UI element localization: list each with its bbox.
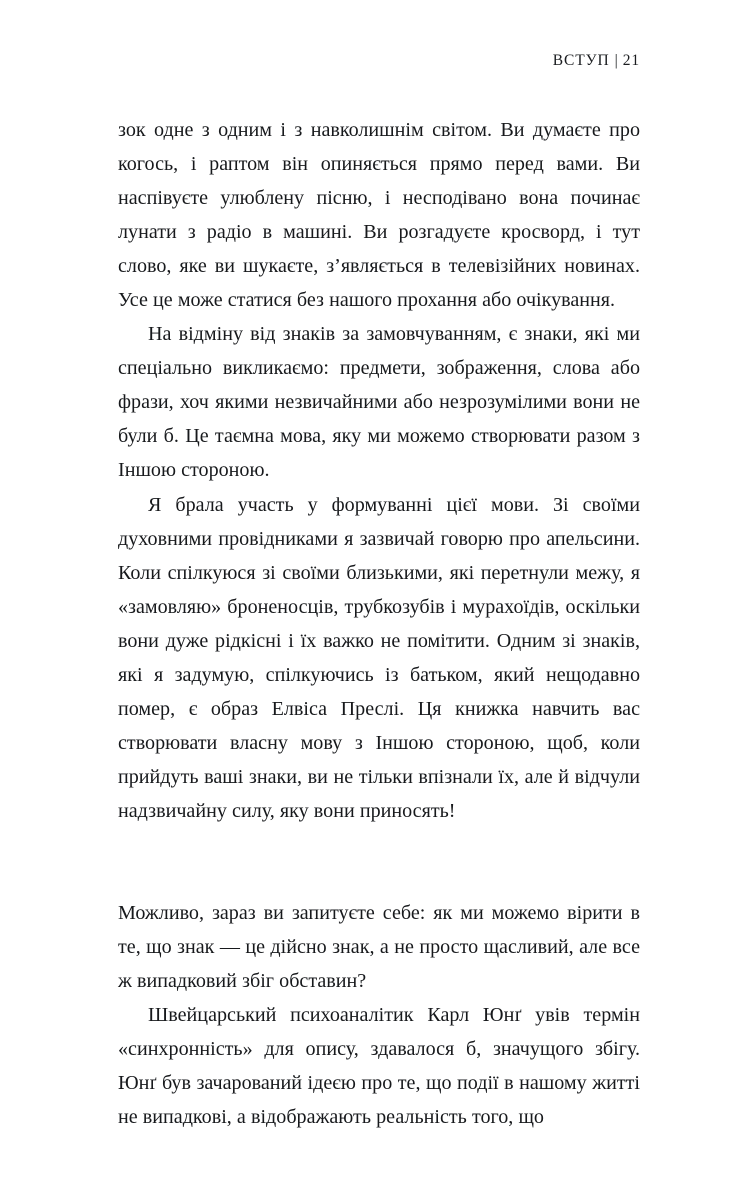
running-head-section-label: ВСТУП [552, 52, 610, 69]
paragraph-jung: Швейцарський психоаналітик Карл Юнґ увів термін «синхронність» для опису, здавалося б, значущого збігу. Юнґ був зачарований ідеєю про те, що події в нашому житті не випадкові, а відображають реальність того, що [118, 1004, 640, 1129]
section-break [118, 828, 640, 896]
paragraph-personal-language: Я брала участь у формуванні цієї мови. Зі своїми духовними провідниками я зазвичай говорю про апельсини. Коли спілкуюся зі своїми близькими, які перетнули межу, я «замовляю» броненосців, трубкозубів і мурахоїдів, оскільки вони дуже рідкісні і їх важко не помітити. Одним зі знаків, які я задумую, спілкуючись із батьком, який нещодавно помер, є образ Елвіса Преслі. Ця книжка навчить вас створювати власну мову з Іншою стороною, щоб, коли прийдуть ваші знаки, ви не тільки впізнали їх, але й відчули надзвичайну силу, яку вони приносять! [118, 493, 640, 822]
paragraph-continued-opening: зок одне з одним і з навколишнім світом. Ви думаєте про когось, і раптом він опиняється прямо перед вами. Ви наспівуєте улюблену пісню, і несподівано вона починає лунати з радіо в машині. Ви розгадуєте кросворд, і тут слово, яке ви шукаєте, з’являється в телевізійних новинах. Усе це може статися без нашого прохання або очікування. [118, 119, 640, 312]
paragraph-signs-we-summon: На відміну від знаків за замовчуванням, є знаки, які ми спеціально викликаємо: предмети, зображення, слова або фрази, хоч якими незвичайними або незрозумілими вони не були б. Це таємна мова, яку ми можемо створювати разом з Іншою стороною. [118, 323, 640, 482]
running-head-separator: | [614, 52, 618, 69]
running-head [118, 52, 640, 70]
text-column [118, 113, 640, 1134]
running-head-page-number: 21 [622, 52, 640, 69]
paragraph-question: Можливо, зараз ви запитуєте себе: як ми можемо вірити в те, що знак — це дійсно знак, а не просто щасливий, але все ж випадковий збіг обставин? [118, 901, 640, 993]
